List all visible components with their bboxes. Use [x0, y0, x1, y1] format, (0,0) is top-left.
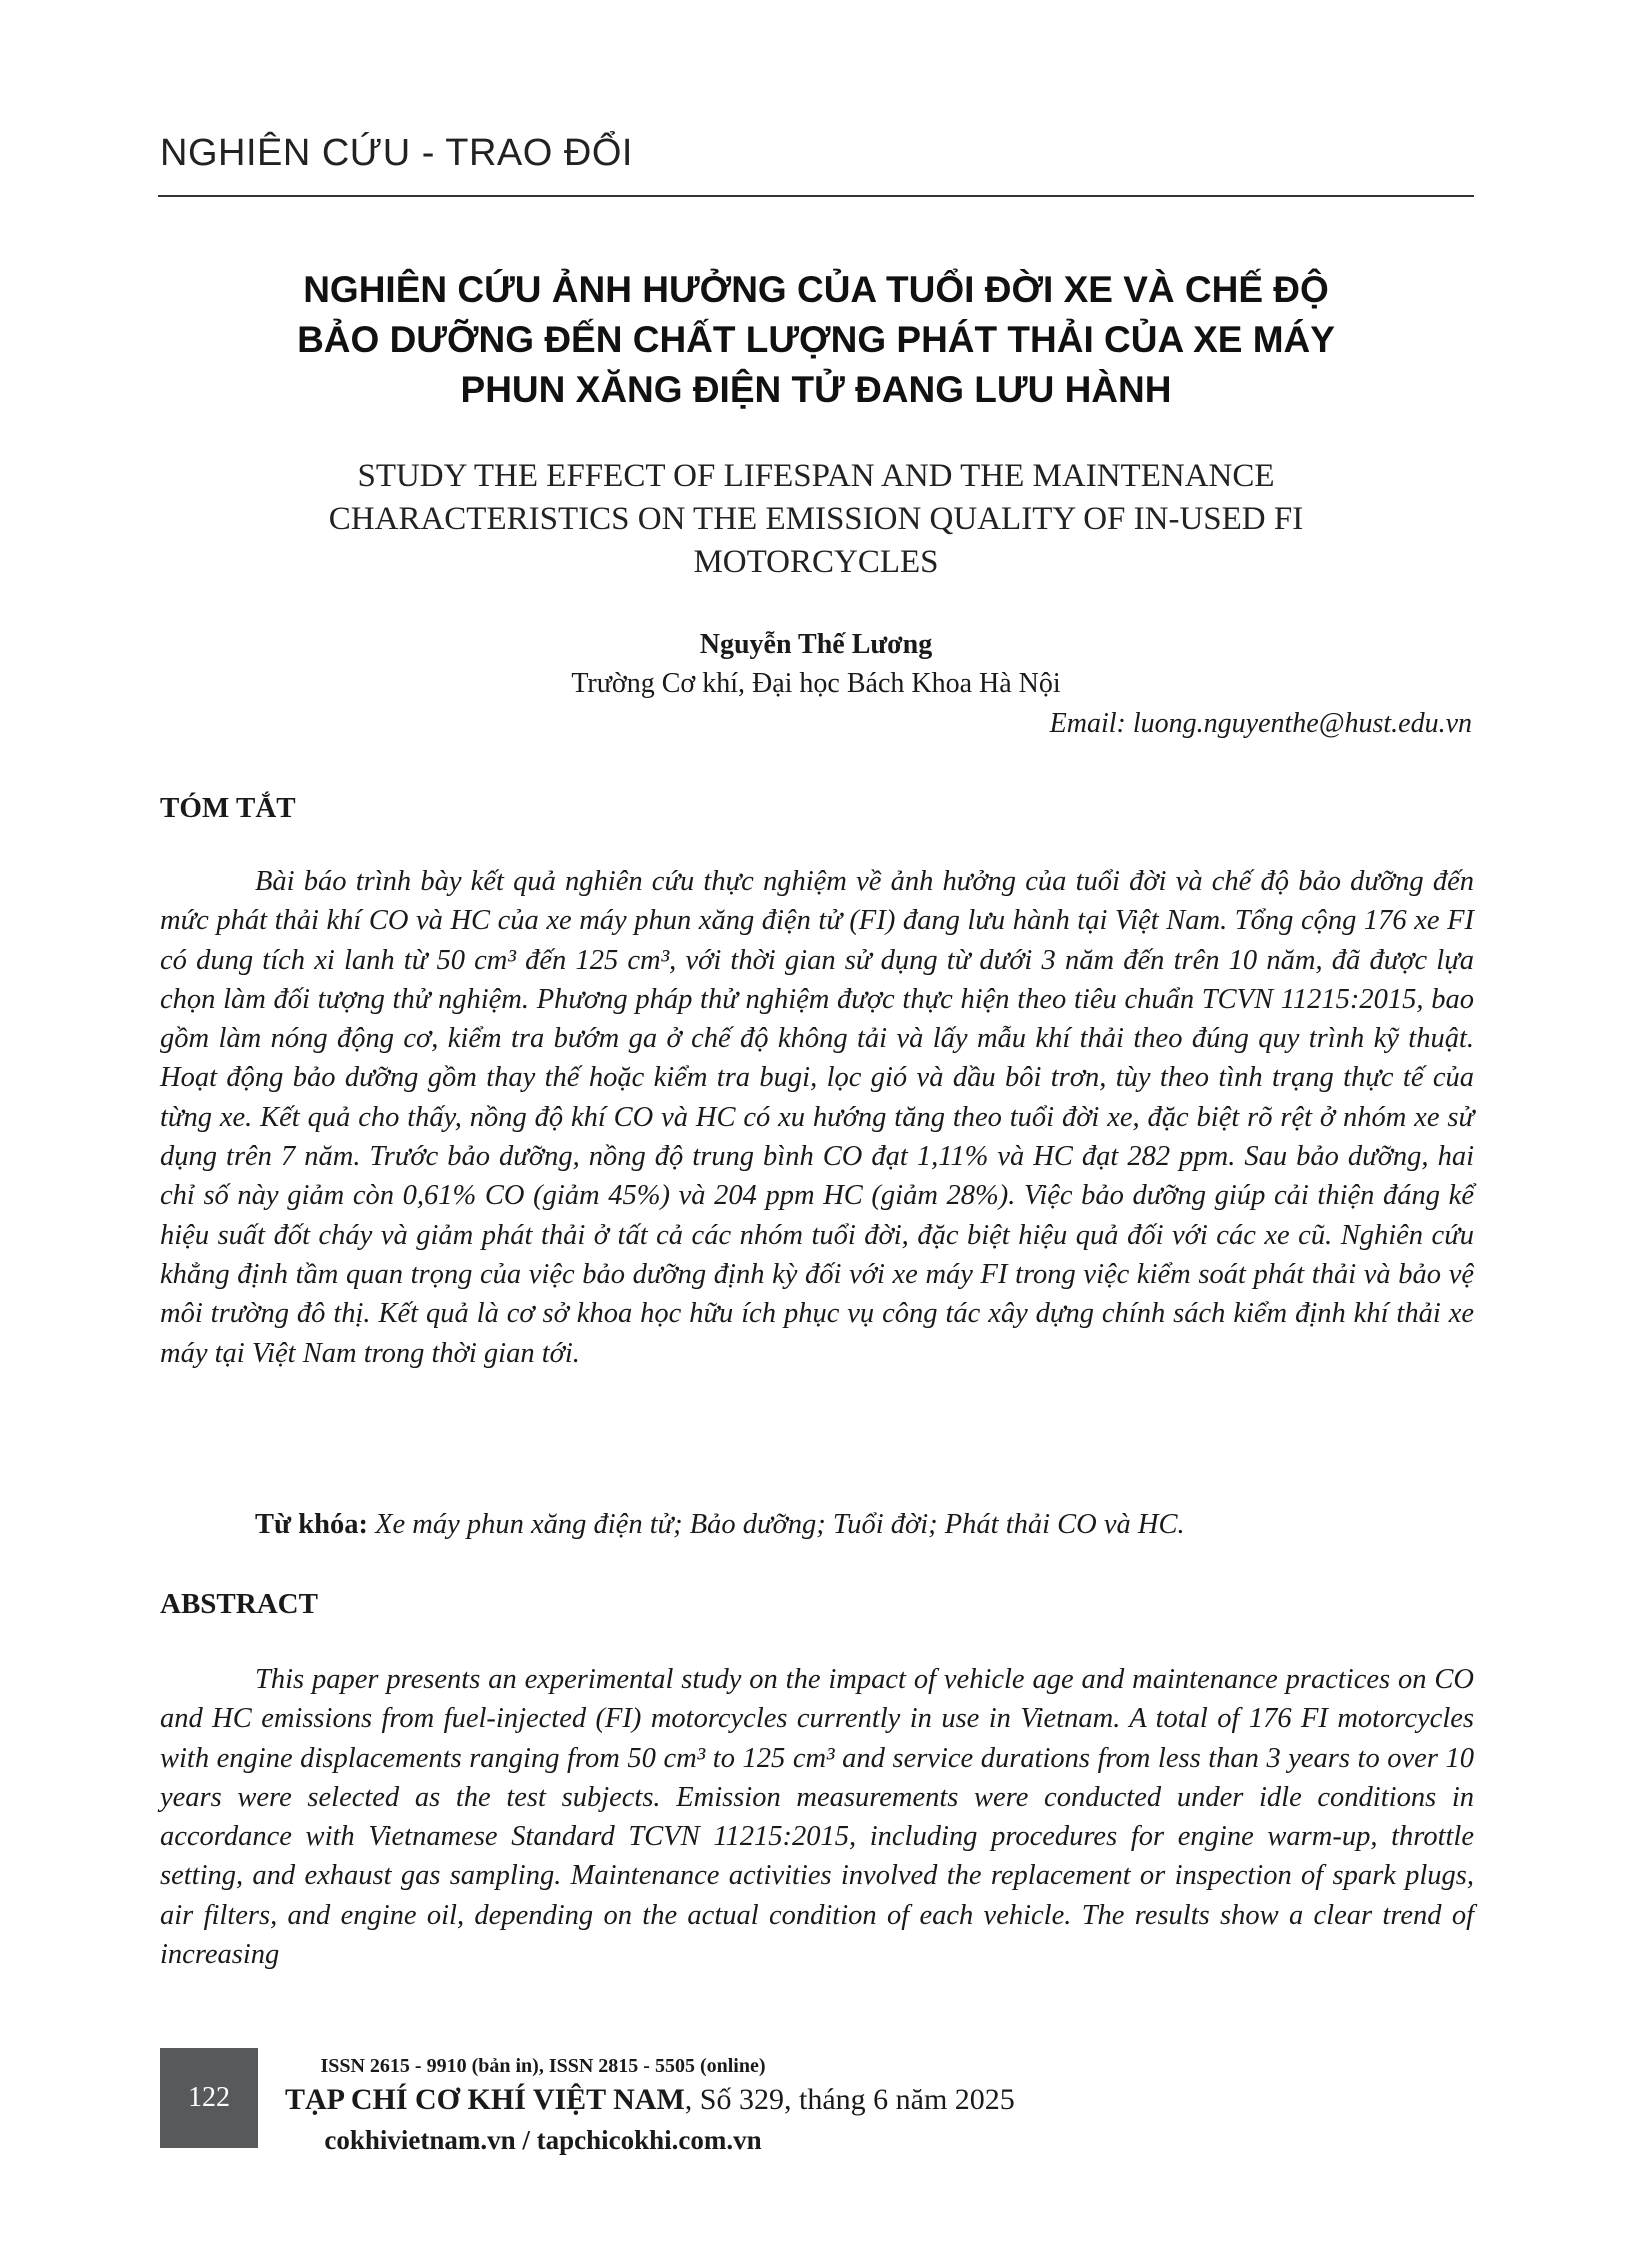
title-vietnamese: [160, 265, 1472, 415]
keywords-label: Từ khóa:: [255, 1509, 368, 1540]
author-affiliation: Trường Cơ khí, Đại học Bách Khoa Hà Nội: [571, 668, 1061, 699]
author-name: Nguyễn Thế Lương: [699, 629, 933, 660]
journal-issue: , Số 329, tháng 6 năm 2025: [684, 2083, 1015, 2116]
title-english: [160, 455, 1472, 584]
title-en-line: STUDY THE EFFECT OF LIFESPAN AND THE MAINTENANCE: [357, 458, 1275, 494]
tom-tat-body: Bài báo trình bày kết quả nghiên cứu thực nghiệm về ảnh hưởng của tuổi đời và chế độ bảo dưỡng đến mức phát thải khí CO và HC của xe máy phun xăng điện tử (FI) đang lưu hành tại Việt Nam. Tổng cộng 176 xe FI có dung tích xi lanh từ 50 cm³ đến 125 cm³, với thời gian sử dụng từ dưới 3 năm đến trên 10 năm, đã được lựa chọn làm đối tượng thử nghiệm. Phương pháp thử nghiệm được thực hiện theo tiêu chuẩn TCVN 11215:2015, bao gồm làm nóng động cơ, kiểm tra bướm ga ở chế độ không tải và lấy mẫu khí thải theo đúng quy trình kỹ thuật. Hoạt động bảo dưỡng gồm thay thế hoặc kiểm tra bugi, lọc gió và dầu bôi trơn, tùy theo tình trạng thực tế của từng xe. Kết quả cho thấy, nồng độ khí CO và HC có xu hướng tăng theo tuổi đời xe, đặc biệt rõ rệt ở nhóm xe sử dụng trên 7 năm. Trước bảo dưỡng, nồng độ trung bình CO đạt 1,11% và HC đạt 282 ppm. Sau bảo dưỡng, hai chỉ số này giảm còn 0,61% CO (giảm 45%) và 204 ppm HC (giảm 28%). Việc bảo dưỡng giúp cải thiện đáng kể hiệu suất đốt cháy và giảm phát thải ở tất cả các nhóm tuổi đời, đặc biệt hiệu quả đối với các xe cũ. Nghiên cứu khẳng định tầm quan trọng của việc bảo dưỡng định kỳ đối với xe máy FI trong việc kiểm soát phát thải và bảo vệ môi trường đô thị. Kết quả là cơ sở khoa học hữu ích phục vụ công tác xây dựng chính sách kiểm định khí thải xe máy tại Việt Nam trong thời gian tới.: [160, 866, 1474, 1369]
title-vn-line: BẢO DƯỠNG ĐẾN CHẤT LƯỢNG PHÁT THẢI CỦA XE MÁY: [297, 319, 1335, 360]
title-vn-line: NGHIÊN CỨU ẢNH HƯỞNG CỦA TUỔI ĐỜI XE VÀ CHẾ ĐỘ: [303, 269, 1329, 310]
title-en-line: MOTORCYCLES: [693, 544, 939, 580]
title-vn-line: PHUN XĂNG ĐIỆN TỬ ĐANG LƯU HÀNH: [460, 369, 1172, 410]
author-email[interactable]: Email: luong.nguyenthe@hust.edu.vn: [1049, 708, 1472, 739]
section-header: NGHIÊN CỨU - TRAO ĐỔI: [160, 132, 633, 174]
footer-issn: ISSN 2615 - 9910 (bản in), ISSN 2815 - 5505 (online): [320, 2055, 766, 2077]
footer-websites[interactable]: cokhivietnam.vn / tapchicokhi.com.vn: [324, 2125, 762, 2155]
abstract-heading: ABSTRACT: [160, 1588, 318, 1620]
journal-name: TẠP CHÍ CƠ KHÍ VIỆT NAM: [285, 2083, 685, 2116]
keywords-line: [255, 1505, 1185, 1544]
title-en-line: CHARACTERISTICS ON THE EMISSION QUALITY OF IN-USED FI: [328, 501, 1304, 537]
header-divider: [158, 195, 1474, 197]
page-number-box: [160, 2048, 258, 2148]
keywords-text: Xe máy phun xăng điện tử; Bảo dưỡng; Tuổi đời; Phát thải CO và HC.: [375, 1509, 1185, 1540]
footer-journal: [285, 2083, 1015, 2117]
page-number: 122: [188, 2082, 230, 2113]
tom-tat-heading: TÓM TẮT: [160, 792, 296, 824]
abstract-body: This paper presents an experimental study on the impact of vehicle age and maintenance practices on CO and HC emissions from fuel-injected (FI) motorcycles currently in use in Vietnam. A total of 176 FI motorcycles with engine displacements ranging from 50 cm³ to 125 cm³ and service durations from less than 3 years to over 10 years were selected as the test subjects. Emission measurements were conducted under idle conditions in accordance with Vietnamese Standard TCVN 11215:2015, including procedures for engine warm-up, throttle setting, and exhaust gas sampling. Maintenance activities involved the replacement or inspection of spark plugs, air filters, and engine oil, depending on the actual condition of each vehicle. The results show a clear trend of increasing: [160, 1664, 1474, 1971]
